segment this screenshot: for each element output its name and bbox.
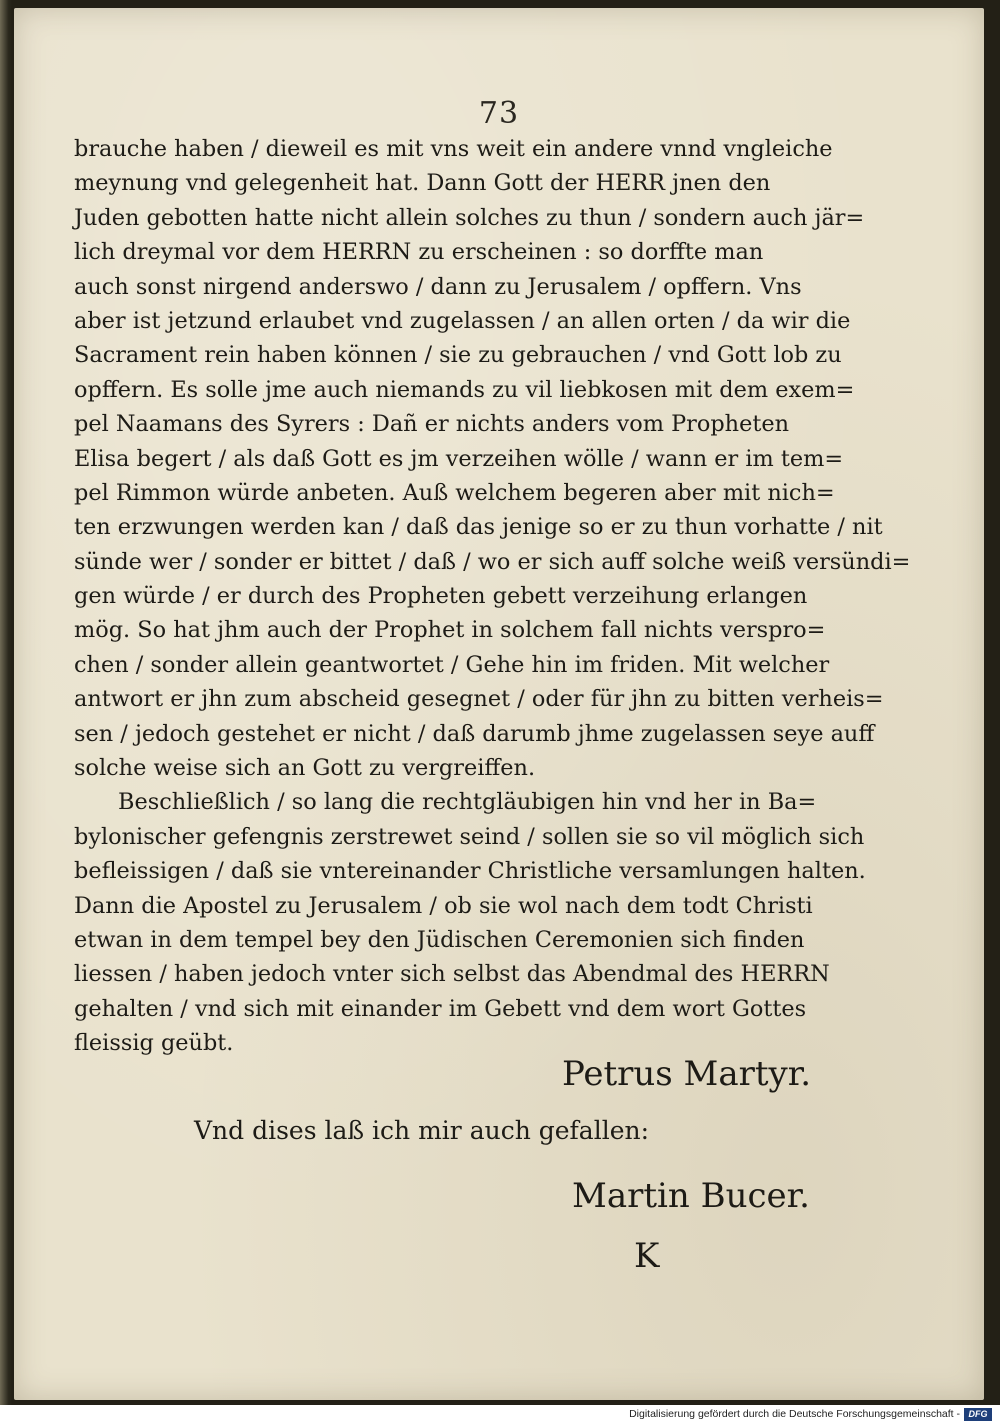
text-line: mög. So hat jhm auch der Prophet in solchem fall nichts verspro= [74,617,826,644]
text-line: Sacrament rein haben können / sie zu gebrauchen / vnd Gott lob zu [74,342,842,369]
text-line: opffern. Es solle jme auch niemands zu vil liebkosen mit dem exem= [74,376,855,403]
text-line: meynung vnd gelegenheit hat. Dann Gott der HERR jnen den [74,170,771,197]
book-spine-edge [0,0,12,1405]
text-line: gehalten / vnd sich mit einander im Gebett vnd dem wort Gottes [74,995,807,1022]
page-number: 73 [478,96,520,131]
text-line: pel Naamans des Syrers : Dañ er nichts anders vom Propheten [74,411,789,438]
text-line: ten erzwungen werden kan / daß das jenige so er zu thun vorhatte / nit [74,514,883,541]
text-line: liessen / haben jedoch vnter sich selbst das Abendmal des HERRN [74,961,830,988]
footer-bar [0,1405,1000,1425]
text-line: pel Rimmon würde anbeten. Auß welchem begeren aber mit nich= [74,479,835,506]
text-line: antwort er jhn zum abscheid gesegnet / oder für jhn zu bitten verheis= [74,686,884,713]
text-line: sen / jedoch gestehet er nicht / daß darumb jhme zugelassen seye auff [74,720,875,747]
book-page [14,8,984,1400]
text-line: Beschließlich / so lang die rechtgläubigen hin vnd her in Ba= [118,789,817,816]
text-line: auch sonst nirgend anderswo / dann zu Jerusalem / opffern. Vns [74,273,802,300]
text-line: solche weise sich an Gott zu vergreiffen. [74,755,536,782]
text-line: sünde wer / sonder er bittet / daß / wo er sich auff solche weiß versündi= [74,548,911,575]
signature-martin-bucer: Martin Bucer. [572,1176,810,1216]
approval-line: Vnd dises laß ich mir auch gefallen: [194,1116,650,1145]
signature-mark: K [634,1236,660,1276]
text-line: fleissig geübt. [74,1030,234,1057]
dfg-logo: DFG [964,1408,992,1421]
text-line: Juden gebotten hatte nicht allein solches zu thun / sondern auch jär= [74,204,865,231]
text-line: Dann die Apostel zu Jerusalem / ob sie wol nach dem todt Christi [74,892,813,919]
text-line: gen würde / er durch des Propheten gebett verzeihung erlangen [74,583,808,610]
text-line: brauche haben / dieweil es mit vns weit ein andere vnnd vngleiche [74,136,833,162]
text-line: etwan in dem tempel bey den Jüdischen Ceremonien sich finden [74,926,805,953]
text-line: chen / sonder allein geantwortet / Gehe hin im friden. Mit welcher [74,651,830,678]
funding-credit: Digitalisierung gefördert durch die Deutsche Forschungsgemeinschaft - [629,1408,960,1420]
text-line: lich dreymal vor dem HERRN zu erscheinen : so dorffte man [74,239,764,266]
text-line: bylonischer gefengnis zerstrewet seind / sollen sie so vil möglich sich [74,823,865,850]
signature-petrus-martyr: Petrus Martyr. [562,1054,812,1094]
text-line: befleissigen / daß sie vntereinander Christliche versamlungen halten. [74,858,866,885]
text-line: aber ist jetzund erlaubet vnd zugelassen / an allen orten / da wir die [74,307,851,334]
text-line: Elisa begert / als daß Gott es jm verzeihen wölle / wann er im tem= [74,445,844,472]
body-text [74,132,911,1061]
